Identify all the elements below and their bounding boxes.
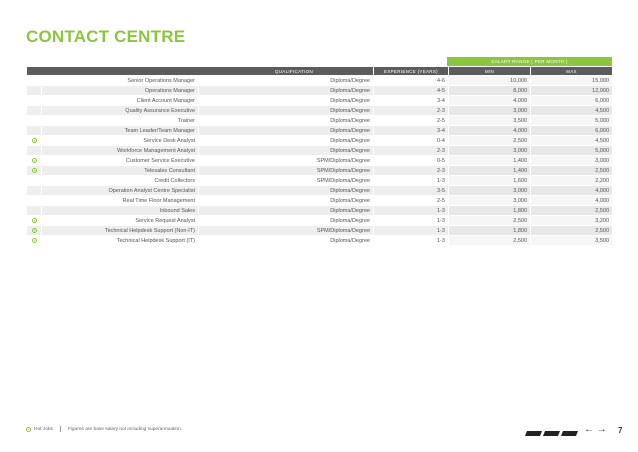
cell-min: 3,500 [449, 116, 530, 125]
cell-qualification: Diploma/Degree [199, 186, 373, 195]
cell-max: 2,500 [531, 226, 612, 235]
cell-min: 3,000 [449, 106, 530, 115]
cell-min: 1,400 [449, 166, 530, 175]
cell-experience: 3-4 [374, 96, 448, 105]
hot-job-indicator [27, 176, 41, 185]
cell-experience: 2-3 [374, 146, 448, 155]
table-row [27, 146, 612, 155]
hot-job-icon [32, 168, 37, 173]
cell-experience: 2-3 [374, 166, 448, 175]
cell-max: 2,500 [531, 206, 612, 215]
table-row [27, 156, 612, 165]
table-row [27, 116, 612, 125]
table-header-row [27, 67, 612, 75]
cell-max: 4,000 [531, 186, 612, 195]
cell-role: Operations Manager [42, 86, 198, 95]
hot-job-indicator [27, 186, 41, 195]
hot-job-indicator [27, 206, 41, 215]
hot-job-indicator [27, 196, 41, 205]
cell-qualification: Diploma/Degree [199, 96, 373, 105]
cell-max: 2,200 [531, 176, 612, 185]
cell-max: 6,000 [531, 96, 612, 105]
cell-min: 1,400 [449, 156, 530, 165]
prev-page-icon[interactable]: ← [584, 424, 594, 435]
cell-role: Technical Helpdesk Support (IT) [42, 236, 198, 245]
hot-job-indicator [27, 226, 41, 235]
table-row [27, 96, 612, 105]
hot-job-indicator [27, 156, 41, 165]
cell-min: 3,000 [449, 196, 530, 205]
table-row [27, 126, 612, 135]
cell-max: 2,500 [531, 166, 612, 175]
cell-role: Client Account Manager [42, 96, 198, 105]
table-row [27, 216, 612, 225]
cell-min: 2,500 [449, 236, 530, 245]
cell-qualification: Diploma/Degree [199, 206, 373, 215]
cell-min: 4,000 [449, 96, 530, 105]
cell-max: 4,000 [531, 196, 612, 205]
cell-role: Customer Service Executive [42, 156, 198, 165]
cell-role: Service Desk Analyst [42, 136, 198, 145]
cell-max: 3,500 [531, 236, 612, 245]
cell-role: Team Leader/Team Manager [42, 126, 198, 135]
cell-qualification: SPM/Diploma/Degree [199, 166, 373, 175]
cell-min: 3,000 [449, 146, 530, 155]
cell-experience: 1-3 [374, 206, 448, 215]
cell-min: 1,800 [449, 226, 530, 235]
hot-job-indicator [27, 136, 41, 145]
cell-max: 4,500 [531, 106, 612, 115]
cell-min: 1,600 [449, 176, 530, 185]
cell-max: 4,500 [531, 136, 612, 145]
salary-range-label: SALARY RANGE ( PER MONTH ) [447, 57, 612, 66]
cell-min: 4,000 [449, 126, 530, 135]
hot-job-indicator [27, 76, 41, 85]
cell-qualification: SPM/Diploma/Degree [199, 156, 373, 165]
table-row [27, 86, 612, 95]
hot-job-icon [26, 427, 31, 432]
table-row [27, 176, 612, 185]
salary-table [26, 66, 613, 246]
cell-max: 3,000 [531, 156, 612, 165]
cell-max: 12,000 [531, 86, 612, 95]
cell-experience: 2-5 [374, 196, 448, 205]
cell-max: 3,200 [531, 216, 612, 225]
cell-role: Telesales Consultant [42, 166, 198, 175]
cell-role: Quality Assurance Executive [42, 106, 198, 115]
table-body [27, 76, 612, 245]
legend-divider [60, 426, 61, 432]
table-row [27, 106, 612, 115]
cell-experience: 1-3 [374, 176, 448, 185]
cell-role: Inbound Sales [42, 206, 198, 215]
table-row [27, 236, 612, 245]
next-page-icon[interactable]: → [596, 424, 607, 435]
hot-job-indicator [27, 236, 41, 245]
legend-hot-jobs: Hot Jobs [34, 426, 53, 432]
hot-job-indicator [27, 86, 41, 95]
cell-role: Credit Collectors [42, 176, 198, 185]
cell-min: 1,800 [449, 206, 530, 215]
cell-role: Technical Helpdesk Support (Non-IT) [42, 226, 198, 235]
header-min: MIN [449, 67, 530, 75]
cell-experience: 1-3 [374, 236, 448, 245]
hot-job-icon [32, 158, 37, 163]
cell-experience: 3-5 [374, 186, 448, 195]
cell-qualification: Diploma/Degree [199, 126, 373, 135]
hot-job-indicator [27, 126, 41, 135]
cell-role: Trainer [42, 116, 198, 125]
cell-experience: 2-3 [374, 106, 448, 115]
table-row [27, 196, 612, 205]
cell-qualification: SPM/Diploma/Degree [199, 176, 373, 185]
cell-experience: 1-3 [374, 216, 448, 225]
page-nav [584, 424, 607, 435]
header-qualification: QUALIFICATION [27, 67, 373, 75]
page-number: 7 [618, 426, 623, 435]
cell-qualification: Diploma/Degree [199, 86, 373, 95]
hot-job-indicator [27, 216, 41, 225]
cell-experience: 4-5 [374, 86, 448, 95]
cell-experience: 0-4 [374, 136, 448, 145]
footer-stripes-decoration [525, 431, 580, 436]
hot-job-indicator [27, 146, 41, 155]
header-max: MAX [531, 67, 612, 75]
cell-qualification: Diploma/Degree [199, 76, 373, 85]
legend-note: Figures are base salary not including superannuation. [67, 426, 183, 432]
cell-experience: 0-5 [374, 156, 448, 165]
cell-role: Service Request Analyst [42, 216, 198, 225]
cell-qualification: Diploma/Degree [199, 236, 373, 245]
hot-job-icon [32, 228, 37, 233]
cell-role: Operation Analyst Centre Specialist [42, 186, 198, 195]
cell-qualification: SPM/Diploma/Degree [199, 226, 373, 235]
cell-role: Senior Operations Manager [42, 76, 198, 85]
table-row [27, 206, 612, 215]
cell-max: 6,000 [531, 126, 612, 135]
cell-min: 10,000 [449, 76, 530, 85]
cell-qualification: Diploma/Degree [199, 116, 373, 125]
cell-min: 3,000 [449, 186, 530, 195]
cell-role: Real Time Floor Management [42, 196, 198, 205]
page-title: CONTACT CENTRE [26, 27, 186, 46]
table-row [27, 76, 612, 85]
hot-job-indicator [27, 116, 41, 125]
cell-min: 8,000 [449, 86, 530, 95]
hot-job-indicator [27, 96, 41, 105]
cell-min: 2,500 [449, 216, 530, 225]
cell-max: 15,000 [531, 76, 612, 85]
cell-experience: 4-6 [374, 76, 448, 85]
hot-job-indicator [27, 166, 41, 175]
cell-max: 5,000 [531, 146, 612, 155]
cell-experience: 3-4 [374, 126, 448, 135]
cell-qualification: Diploma/Degree [199, 196, 373, 205]
hot-job-icon [32, 238, 37, 243]
cell-qualification: Diploma/Degree [199, 216, 373, 225]
table-row [27, 136, 612, 145]
cell-min: 2,500 [449, 136, 530, 145]
cell-qualification: Diploma/Degree [199, 146, 373, 155]
table-row [27, 186, 612, 195]
cell-experience: 1-3 [374, 226, 448, 235]
cell-max: 5,000 [531, 116, 612, 125]
hot-job-icon [32, 218, 37, 223]
legend [26, 426, 182, 432]
table-row [27, 166, 612, 175]
header-experience: EXPERIENCE (YEARS) [374, 67, 448, 75]
table-row [27, 226, 612, 235]
hot-job-indicator [27, 106, 41, 115]
cell-qualification: Diploma/Degree [199, 106, 373, 115]
cell-experience: 2-5 [374, 116, 448, 125]
cell-role: Workforce Management Analyst [42, 146, 198, 155]
cell-qualification: Diploma/Degree [199, 136, 373, 145]
hot-job-icon [32, 138, 37, 143]
